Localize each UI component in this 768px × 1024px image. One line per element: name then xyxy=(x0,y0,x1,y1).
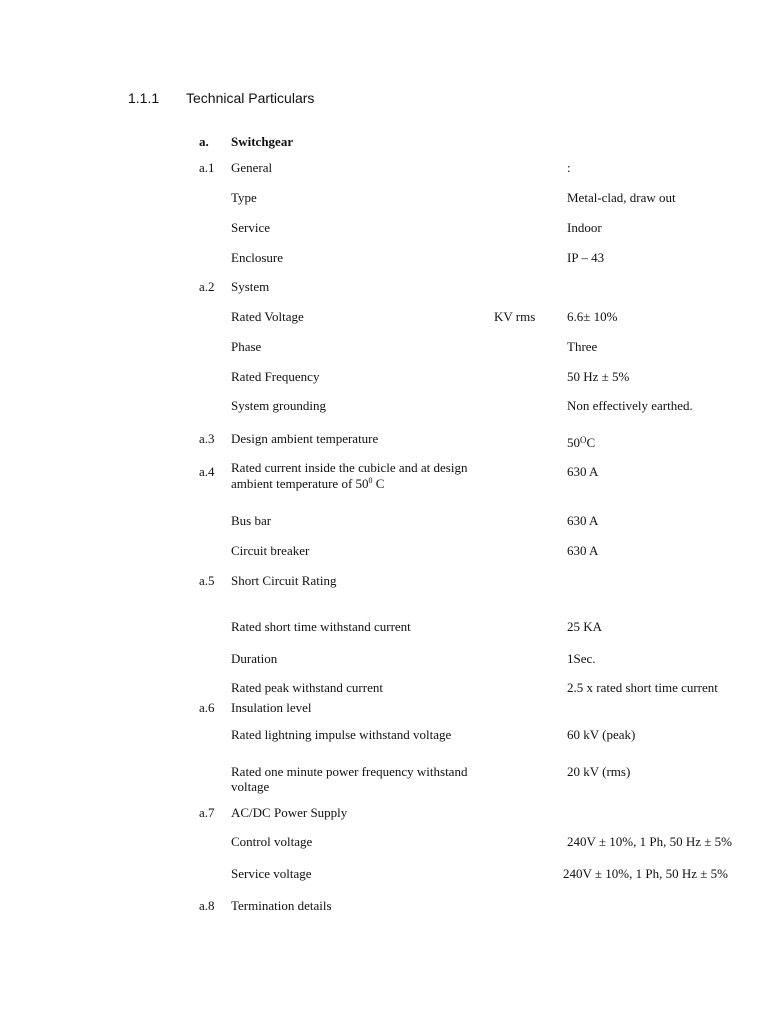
row-value: 60 kV (peak) xyxy=(567,727,636,742)
row-index: a.8 xyxy=(199,898,215,913)
row-label: Control voltage xyxy=(231,834,313,849)
section-title: Technical Particulars xyxy=(186,90,315,106)
row-index: a.6 xyxy=(199,700,215,715)
row-index: a.4 xyxy=(199,464,215,479)
row-label: Phase xyxy=(231,339,262,354)
row-label: Short Circuit Rating xyxy=(231,573,337,588)
row-label: Service voltage xyxy=(231,866,312,881)
row-label: System xyxy=(231,279,270,294)
row-label: Switchgear xyxy=(231,134,294,149)
row-label: Bus bar xyxy=(231,513,272,528)
row-label-line1: Rated current inside the cubicle and at design xyxy=(231,460,468,475)
row-value: Three xyxy=(567,339,598,354)
row-label-line2: ambient temperature of $50^0$ C xyxy=(231,476,385,491)
row-value: Metal-clad, draw out xyxy=(567,190,676,205)
row-label-line2: voltage xyxy=(231,779,270,794)
section-number: 1.1.1 xyxy=(128,90,160,106)
row-label: Type xyxy=(231,190,257,205)
row-unit: KV rms xyxy=(494,309,536,324)
row-value: 2.5 x rated short time current xyxy=(567,680,718,695)
row-label: Rated peak withstand current xyxy=(231,680,383,695)
row-value: 25 KA xyxy=(567,619,603,634)
row-value: Indoor xyxy=(567,220,602,235)
row-label: Design ambient temperature xyxy=(231,431,379,446)
row-value: 240V ± 10%, 1 Ph, 50 Hz ± 5% xyxy=(567,834,732,849)
row-label: Enclosure xyxy=(231,250,283,265)
row-label: Service xyxy=(231,220,270,235)
row-value: 50 Hz ± 5% xyxy=(567,369,630,384)
row-value: 1Sec. xyxy=(567,651,596,666)
row-label: Termination details xyxy=(231,898,332,913)
row-value: IP – 43 xyxy=(567,250,605,265)
row-label: Rated Voltage xyxy=(231,309,304,324)
row-label: Rated short time withstand current xyxy=(231,619,411,634)
row-label: Duration xyxy=(231,651,278,666)
row-index: a. xyxy=(199,134,209,149)
row-index: a.1 xyxy=(199,160,215,175)
row-value: 20 kV (rms) xyxy=(567,764,631,779)
row-label-line1: Rated one minute power frequency withstand xyxy=(231,764,468,779)
label-superscript: 0 xyxy=(368,476,373,485)
row-value: : xyxy=(567,160,571,175)
row-label: Rated lightning impulse withstand voltage xyxy=(231,727,452,742)
row-index: a.7 xyxy=(199,805,215,820)
row-index: a.5 xyxy=(199,573,215,588)
value-unit: C xyxy=(586,435,596,450)
row-label: Insulation level xyxy=(231,700,312,715)
row-value: 6.6± 10% xyxy=(567,309,618,324)
value-superscript: O xyxy=(580,435,587,445)
row-value: 630 A xyxy=(567,513,599,528)
row-value: 630 A xyxy=(567,543,599,558)
row-label: System grounding xyxy=(231,398,326,413)
row-index: a.3 xyxy=(199,431,215,446)
row-label: Circuit breaker xyxy=(231,543,310,558)
row-value: Non effectively earthed. xyxy=(567,398,693,413)
row-label: AC/DC Power Supply xyxy=(231,805,348,820)
row-value: 240V ± 10%, 1 Ph, 50 Hz ± 5% xyxy=(563,866,728,881)
row-label: General xyxy=(231,160,273,175)
row-label: Rated Frequency xyxy=(231,369,320,384)
value-number: 50 xyxy=(567,435,580,450)
row-value xyxy=(567,435,595,450)
row-index: a.2 xyxy=(199,279,215,294)
row-value: 630 A xyxy=(567,464,599,479)
